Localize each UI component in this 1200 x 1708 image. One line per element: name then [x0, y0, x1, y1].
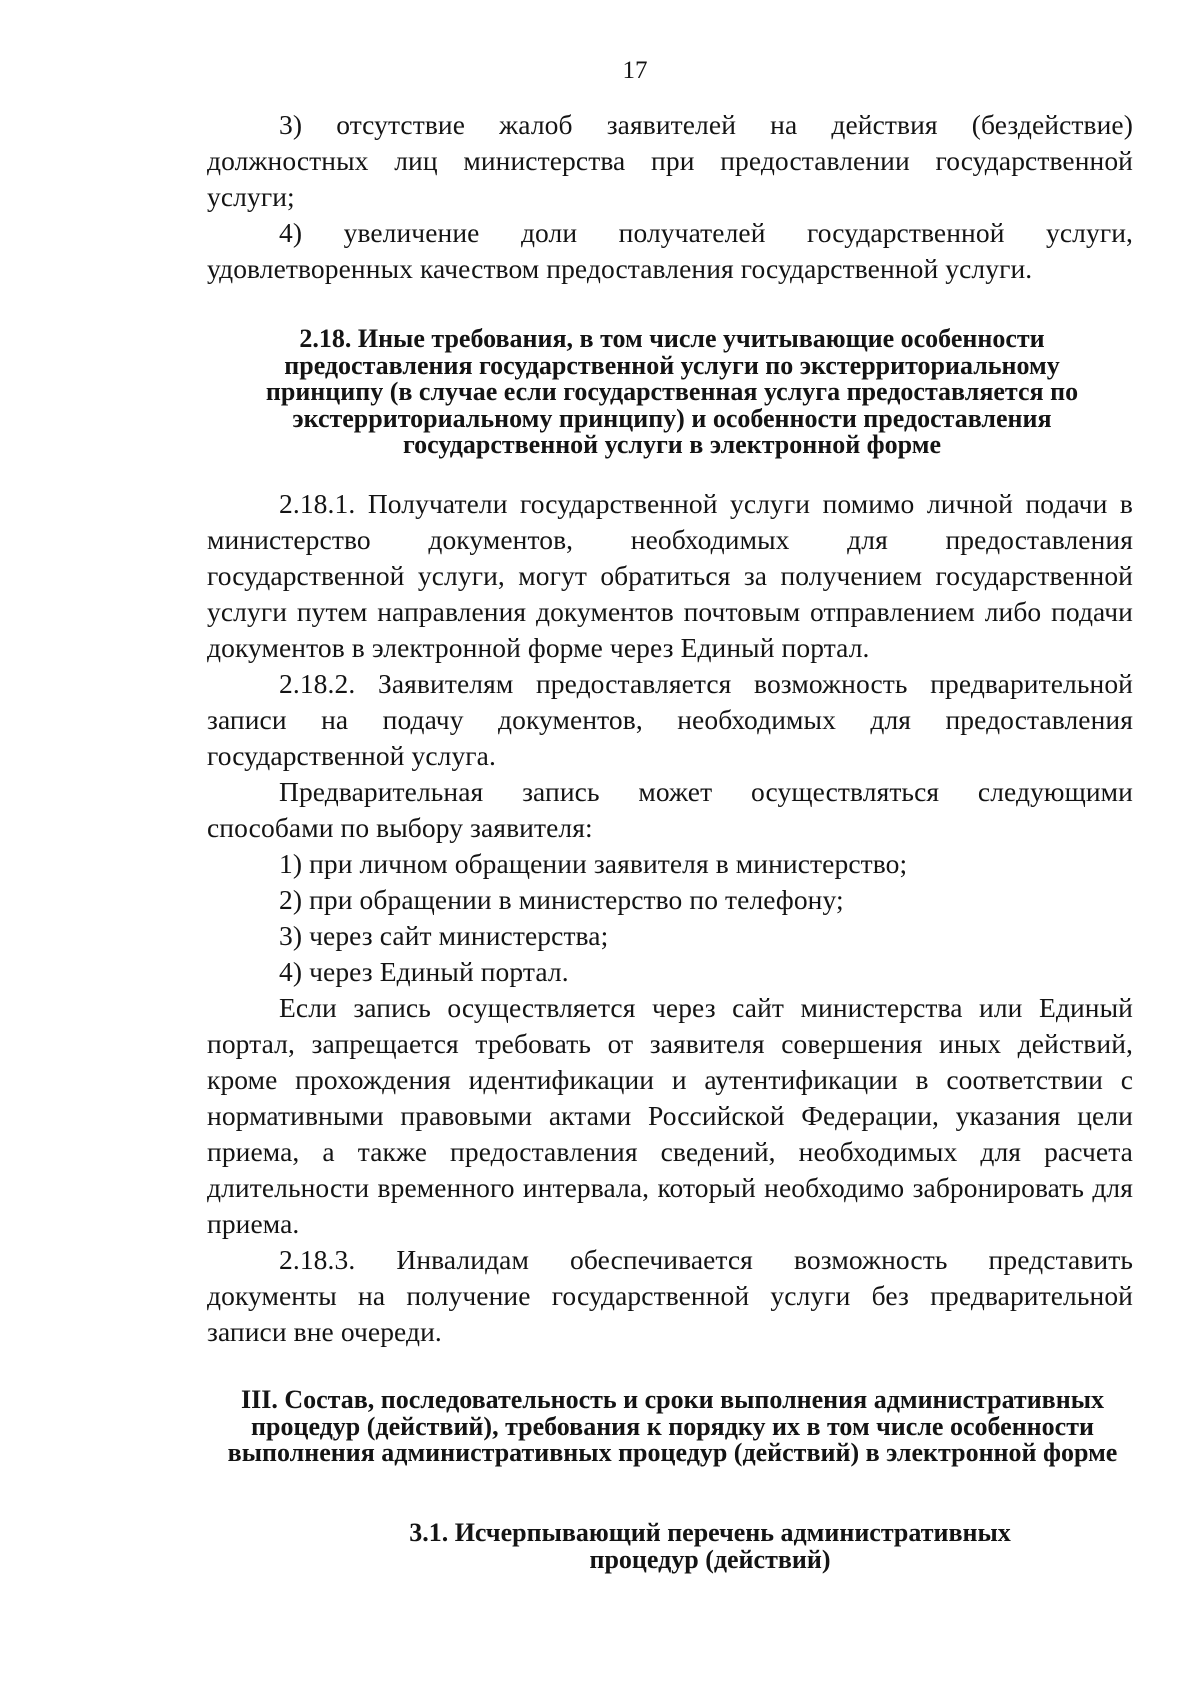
method-list-item: 1) при личном обращении заявителя в министерство; — [279, 848, 908, 879]
page-number: 17 — [622, 57, 648, 84]
paragraph-2-18-1: 2.18.1. Получатели государственной услуги помимо личной подачи в министерство документов, необходимых для предоставления государственной услуги, могут обратиться за получением государственной услуги путем направления документов почтовым отправлением либо подачи документов в электронной форме через Единый портал. — [207, 488, 1133, 663]
section-heading-2-18: 2.18. Иные требования, в том числе учитывающие особенности предоставления государственной услуги по экстерриториальному принципу (в случае если государственная услуга предоставляется по экстерриториальному принципу) и особенности предоставления государственной услуги в электронной форме — [265, 324, 1079, 459]
method-list-item: 2) при обращении в министерство по телефону; — [279, 884, 844, 915]
list-item-4: 4) увеличение доли получателей государственной услуги, удовлетворенных качеством предоставления государственной услуги. — [207, 217, 1133, 284]
paragraph-2-18-3: 2.18.3. Инвалидам обеспечивается возможность представить документы на получение государственной услуги без предварительной записи вне очереди. — [207, 1244, 1133, 1347]
section-heading-3-1: 3.1. Исчерпывающий перечень административных процедур (действий) — [409, 1518, 1011, 1574]
section-heading-3: III. Состав, последовательность и сроки выполнения административных процедур (действий), требования к порядку их в том числе особенности выполнения административных процедур (действий) в электронной форме — [227, 1385, 1118, 1467]
paragraph-preliminary-record: Предварительная запись может осуществляться следующими способами по выбору заявителя: — [207, 776, 1133, 843]
paragraph-2-18-2: 2.18.2. Заявителям предоставляется возможность предварительной записи на подачу документов, необходимых для предоставления государственной услуга. — [207, 668, 1133, 771]
criteria-list-end — [207, 107, 1133, 287]
section-2-18-body — [207, 486, 1133, 1350]
paragraph-record-requirements: Если запись осуществляется через сайт министерства или Единый портал, запрещается требовать от заявителя совершения иных действий, кроме прохождения идентификации и аутентификации в соответствии с нормативными правовыми актами Российской Федерации, указания цели приема, а также предоставления сведений, необходимых для расчета длительности временного интервала, который необходимо забронировать для приема. — [207, 992, 1133, 1239]
method-list-item: 4) через Единый портал. — [279, 956, 569, 987]
method-list-item: 3) через сайт министерства; — [279, 920, 609, 951]
list-item-3: 3) отсутствие жалоб заявителей на действия (бездействие) должностных лиц министерства при предоставлении государственной услуги; — [207, 109, 1133, 212]
